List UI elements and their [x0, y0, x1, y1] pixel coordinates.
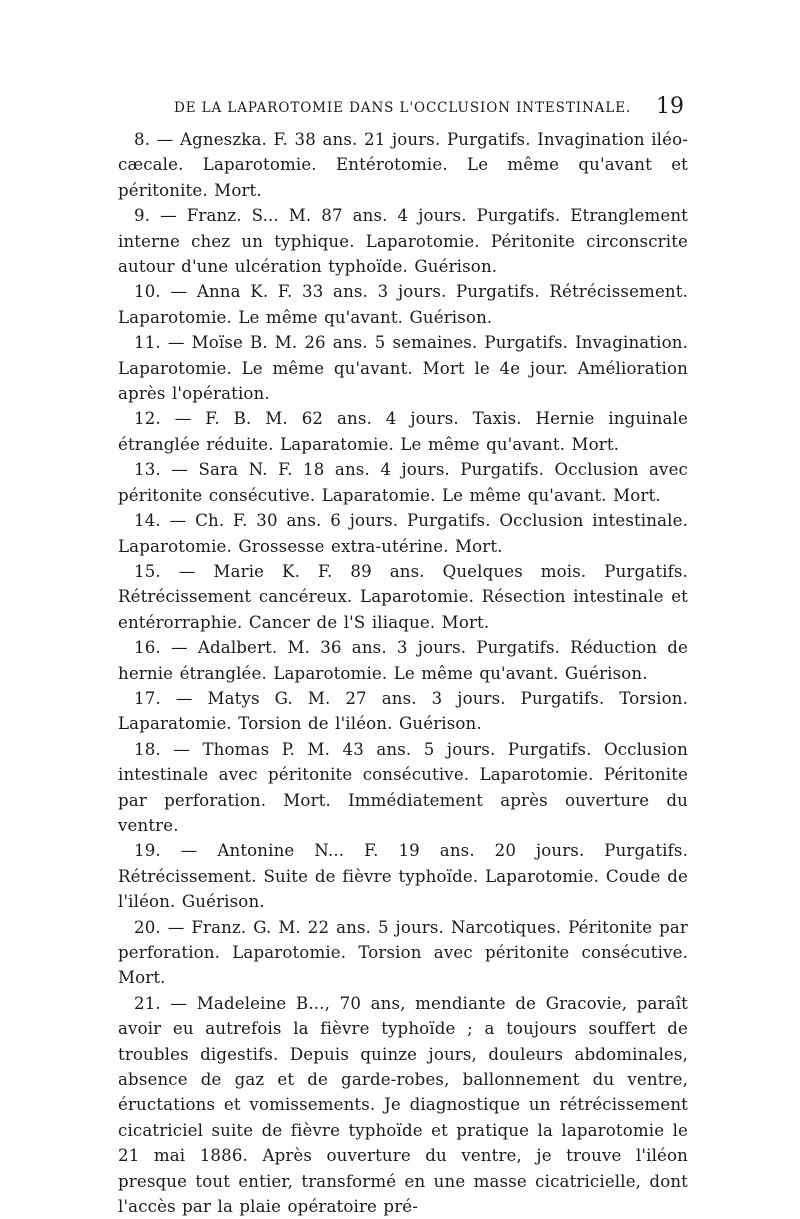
- case-entry-8: 8. — Agneszka. F. 38 ans. 21 jours. Purgatifs. Invagination iléo-cæcale. Laparotomie. Entérotomie. Le même qu'avant et péritonite. Mort.: [118, 130, 688, 200]
- case-entry-9: 9. — Franz. S... M. 87 ans. 4 jours. Purgatifs. Etranglement interne chez un typhique. Laparotomie. Péritonite circonscrite autour d'une ulcération typhoïde. Guérison.: [118, 206, 688, 277]
- case-entry-20: 20. — Franz. G. M. 22 ans. 5 jours. Narcotiques. Péritonite par perforation. Laparotomie. Torsion avec péritonite consécutive. Mort.: [118, 917, 688, 988]
- case-entry-18: 18. — Thomas P. M. 43 ans. 5 jours. Purgatifs. Occlusion intestinale avec péritonite consécutive. Laparotomie. Péritonite par perforation. Mort. Immédiatement après ouverture du ventre.: [118, 739, 688, 835]
- case-entry-19: 19. — Antonine N... F. 19 ans. 20 jours. Purgatifs. Rétrécissement. Suite de fièvre typhoïde. Laparotomie. Coude de l'iléon. Guérison.: [118, 841, 688, 912]
- running-head: [118, 94, 688, 122]
- case-list: [118, 127, 688, 1219]
- case-entry-14: 14. — Ch. F. 30 ans. 6 jours. Purgatifs. Occlusion intestinale. Laparotomie. Grossesse extra-utérine. Mort.: [118, 511, 688, 556]
- running-title: DE LA LAPAROTOMIE DANS L'OCCLUSION INTESTINALE.: [174, 100, 632, 116]
- case-entry-16: 16. — Adalbert. M. 36 ans. 3 jours. Purgatifs. Réduction de hernie étranglée. Laparotomie. Le même qu'avant. Guérison.: [118, 638, 688, 683]
- page-number: 19: [656, 94, 684, 119]
- case-entry-10: 10. — Anna K. F. 33 ans. 3 jours. Purgatifs. Rétrécissement. Laparotomie. Le même qu'avant. Guérison.: [118, 282, 688, 327]
- case-entry-17: 17. — Matys G. M. 27 ans. 3 jours. Purgatifs. Torsion. Laparatomie. Torsion de l'iléon. Guérison.: [118, 688, 688, 734]
- case-entry-11: 11. — Moïse B. M. 26 ans. 5 semaines. Purgatifs. Invagination. Laparotomie. Le même qu'avant. Mort le 4e jour. Amélioration après l'opération.: [118, 333, 688, 404]
- case-entry-15: 15. — Marie K. F. 89 ans. Quelques mois. Purgatifs. Rétrécissement cancéreux. Laparotomie. Résection intestinale et entérorraphie. Cancer de l'S iliaque. Mort.: [118, 561, 688, 632]
- case-entry-13: 13. — Sara N. F. 18 ans. 4 jours. Purgatifs. Occlusion avec péritonite consécutive. Laparatomie. Le même qu'avant. Mort.: [118, 460, 688, 505]
- case-entry-21: 21. — Madeleine B..., 70 ans, mendiante de Gracovie, paraît avoir eu autrefois la fièvre typhoïde ; a toujours souffert de troubles digestifs. Depuis quinze jours, douleurs abdominales, absence de gaz et de garde-robes, ballonnement du ventre, éructations et vomissements. Je diagnostique un rétrécissement cicatriciel suite de fièvre typhoïde et pratique la laparotomie le 21 mai 1886. Après ouverture du ventre, je trouve l'iléon presque tout entier, transformé en une masse cicatricielle, dont l'accès par la plaie opératoire pré-: [118, 993, 688, 1217]
- case-entry-12: 12. — F. B. M. 62 ans. 4 jours. Taxis. Hernie inguinale étranglée réduite. Laparatomie. Le même qu'avant. Mort.: [118, 409, 688, 454]
